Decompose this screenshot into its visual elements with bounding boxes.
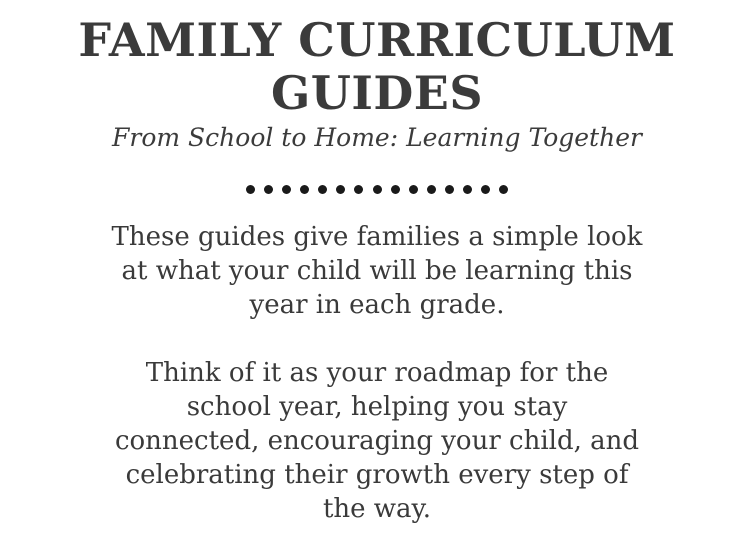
page-title	[0, 14, 754, 120]
divider-dot	[246, 185, 255, 194]
dotted-divider	[0, 175, 754, 203]
divider-dot	[391, 185, 400, 194]
divider-dot	[373, 185, 382, 194]
roadmap-paragraph-line: connected, encouraging your child, and	[114, 426, 640, 456]
divider-dot	[481, 185, 490, 194]
roadmap-paragraph-line: Think of it as your roadmap for the	[145, 358, 609, 388]
roadmap-paragraph-line: school year, helping you stay	[186, 392, 568, 422]
divider-dot	[264, 185, 273, 194]
divider-dot	[427, 185, 436, 194]
divider-dot	[445, 185, 454, 194]
roadmap-paragraph-line: the way.	[322, 494, 432, 524]
intro-paragraph-line: year in each grade.	[249, 290, 505, 320]
roadmap-paragraph	[80, 356, 674, 526]
divider-dot	[499, 185, 508, 194]
divider-dot	[318, 185, 327, 194]
page-title-line-2: GUIDES	[270, 66, 484, 120]
divider-dot	[354, 185, 363, 194]
divider-dot	[336, 185, 345, 194]
page-subtitle: From School to Home: Learning Together	[112, 123, 642, 152]
page-title-line-1: FAMILY CURRICULUM	[78, 13, 676, 67]
roadmap-paragraph-line: celebrating their growth every step of	[125, 460, 629, 490]
divider-dot	[282, 185, 291, 194]
intro-paragraph-line: These guides give families a simple look	[111, 222, 643, 252]
divider-dot	[463, 185, 472, 194]
intro-paragraph-line: at what your child will be learning this	[121, 256, 633, 286]
divider-dot	[409, 185, 418, 194]
intro-paragraph	[80, 220, 674, 322]
divider-dot	[300, 185, 309, 194]
